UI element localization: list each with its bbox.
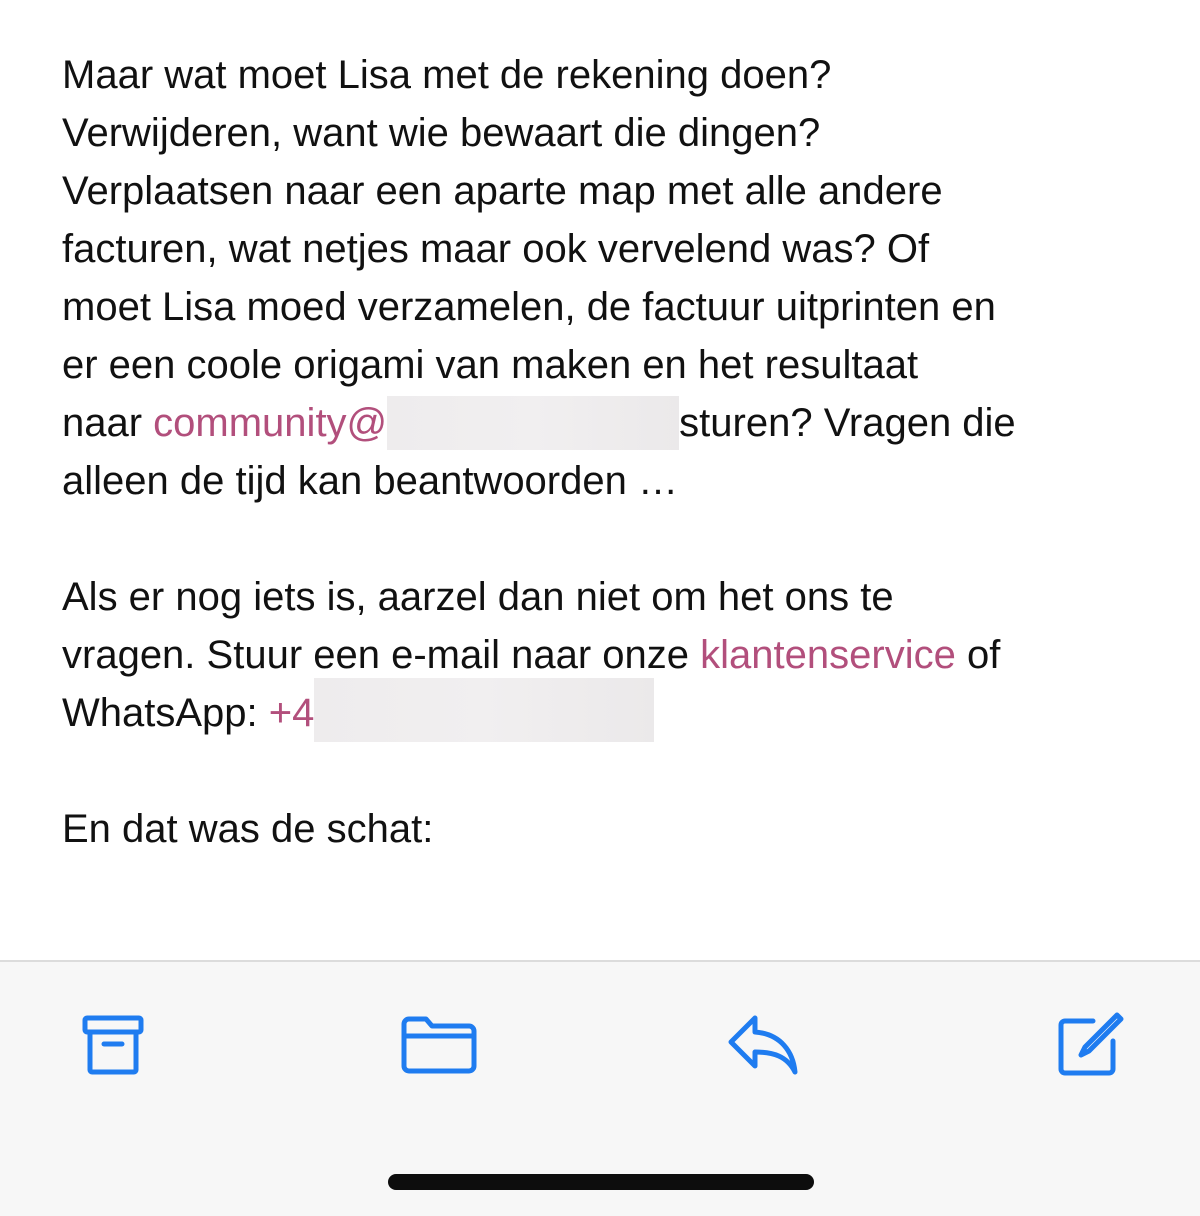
compose-pencil-icon xyxy=(1053,1009,1125,1081)
text-segment: naar xyxy=(62,401,154,445)
email-text-line: facturen, wat netjes maar ook vervelend was? Of xyxy=(62,227,930,271)
email-text-line: Maar wat moet Lisa met de rekening doen? xyxy=(62,53,832,97)
archive-button[interactable] xyxy=(68,1005,158,1085)
customer-service-link[interactable]: klantenservice xyxy=(700,633,956,677)
text-segment: WhatsApp: xyxy=(62,691,269,735)
email-text-line: Als er nog iets is, aarzel dan niet om het ons te xyxy=(62,575,894,619)
redacted-phone-number xyxy=(314,678,654,742)
reply-button[interactable] xyxy=(718,1005,808,1085)
email-text-line: moet Lisa moed verzamelen, de factuur uitprinten en xyxy=(62,285,996,329)
email-text-line-with-link xyxy=(62,684,654,742)
email-text-line: er een coole origami van maken en het resultaat xyxy=(62,343,919,387)
text-segment: of xyxy=(955,633,1001,677)
email-text-line: Verwijderen, want wie bewaart die dingen? xyxy=(62,111,821,155)
archive-box-icon xyxy=(80,1012,146,1078)
text-segment: vragen. Stuur een e-mail naar onze xyxy=(62,633,701,677)
reply-arrow-icon xyxy=(725,1012,801,1078)
email-text-line-with-link xyxy=(62,626,1000,684)
community-email-link[interactable]: community@ xyxy=(153,401,388,445)
email-text-line: En dat was de schat: xyxy=(62,807,434,851)
email-text-line: alleen de tijd kan beantwoorden … xyxy=(62,459,678,503)
text-segment: sturen? Vragen die xyxy=(679,401,1016,445)
compose-button[interactable] xyxy=(1044,1005,1134,1085)
home-indicator[interactable] xyxy=(388,1174,814,1190)
whatsapp-phone-link[interactable]: +4 xyxy=(268,691,315,735)
email-text-line: Verplaatsen naar een aparte map met alle andere xyxy=(62,169,943,213)
redacted-email-domain xyxy=(387,396,679,450)
move-to-folder-button[interactable] xyxy=(394,1005,484,1085)
email-text-line-with-link xyxy=(62,394,1016,452)
folder-icon xyxy=(400,1014,478,1076)
